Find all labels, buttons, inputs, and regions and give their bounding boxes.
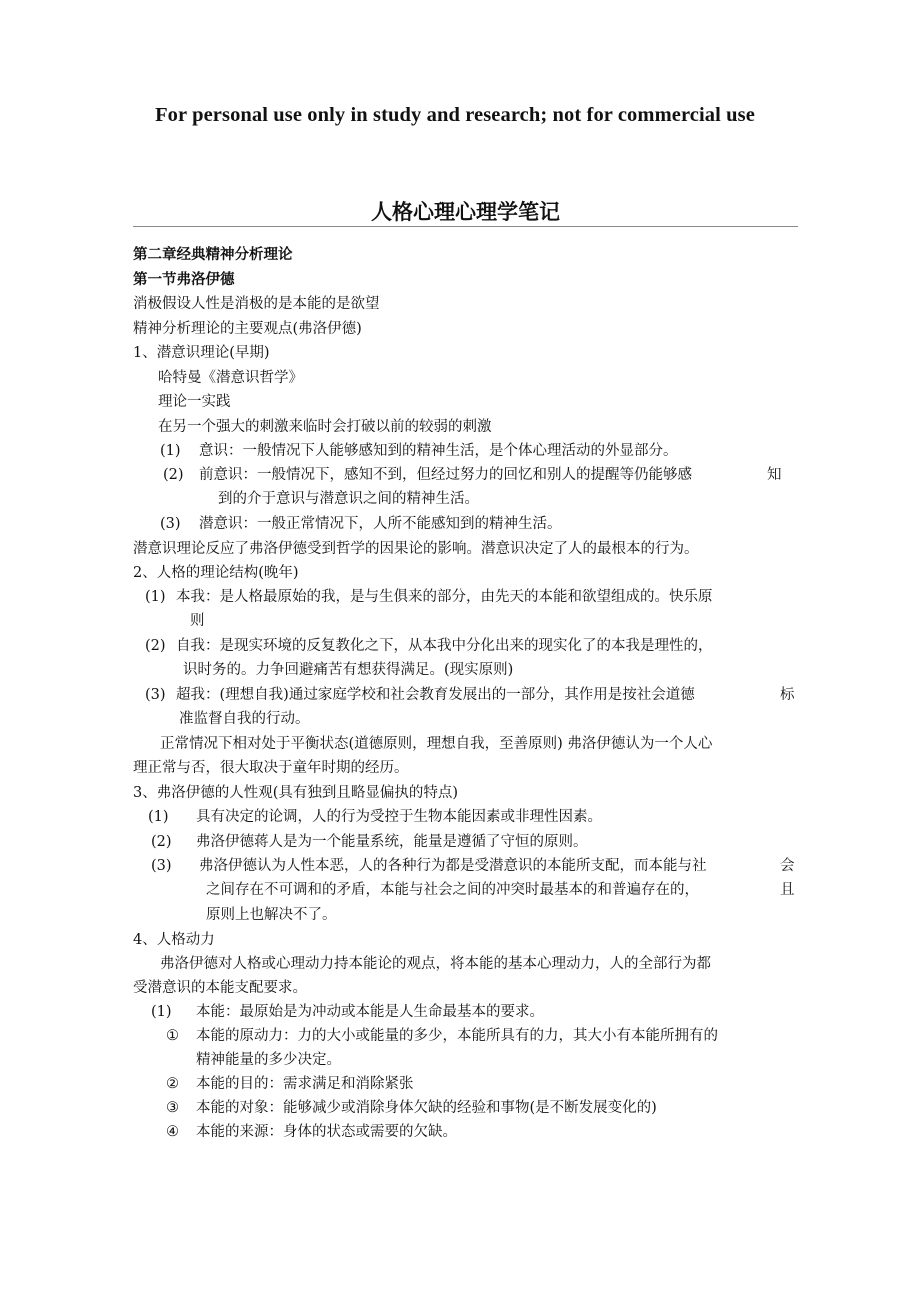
- list-item-text: 本能的原动力：力的大小或能量的多少，本能所具有的力，其大小有本能所拥有的: [196, 1028, 718, 1044]
- title-underline: [133, 226, 798, 227]
- paragraph-line: 在另一个强大的刺激来临时会打破以前的较弱的刺激: [158, 419, 492, 435]
- list-item-text: 标: [780, 687, 795, 703]
- list-item-text: 超我：(理想自我)通过家庭学校和社会教育发展出的一部分，其作用是按社会道德: [176, 687, 695, 703]
- chapter-heading: 第二章经典精神分析理论: [133, 247, 293, 263]
- list-item-text: 潜意识：一般正常情况下，人所不能感知到的精神生活。: [199, 516, 562, 532]
- list-number: (1): [151, 1004, 172, 1020]
- list-item-text: 原则上也解决不了。: [206, 907, 337, 923]
- paragraph-line: 正常情况下相对处于平衡状态(道德原则，理想自我，至善原则) 弗洛伊德认为一个人心: [160, 736, 713, 752]
- paragraph-line: 弗洛伊德对人格或心理动力持本能论的观点，将本能的基本心理动力，人的全部行为都: [160, 956, 711, 972]
- list-number: (2): [151, 834, 172, 850]
- circled-number: ④: [166, 1124, 179, 1140]
- list-item-text: 精神能量的多少决定。: [196, 1052, 341, 1068]
- list-number: (3): [160, 516, 181, 532]
- list-item-text: 知: [767, 467, 782, 483]
- paragraph-line: 潜意识理论反应了弗洛伊德受到哲学的因果论的影响。潜意识决定了人的最根本的行为。: [133, 541, 699, 557]
- paragraph-line: 消极假设人性是消极的是本能的是欲望: [133, 296, 380, 312]
- circled-number: ③: [166, 1100, 179, 1116]
- paragraph-line: 理论一实践: [158, 394, 231, 410]
- list-item-text: 会: [780, 858, 795, 874]
- list-item-text: 前意识：一般情况下，感知不到，但经过努力的回忆和别人的提醒等仍能够感: [199, 467, 692, 483]
- paragraph-line: 理正常与否，很大取决于童年时期的经历。: [133, 760, 409, 776]
- list-item-text: 本能的目的：需求满足和消除紧张: [196, 1076, 414, 1092]
- paragraph-line: 受潜意识的本能支配要求。: [133, 980, 307, 996]
- subsection-heading: 1、潜意识理论(早期): [133, 345, 270, 361]
- list-number: (1): [160, 443, 181, 459]
- list-item-text: 准监督自我的行动。: [179, 711, 310, 727]
- section-heading: 第一节弗洛伊德: [133, 272, 235, 288]
- list-number: (2): [145, 638, 166, 654]
- list-item-text: 意识：一般情况下人能够感知到的精神生活，是个体心理活动的外显部分。: [199, 443, 678, 459]
- paragraph-line: 精神分析理论的主要观点(弗洛伊德): [133, 321, 362, 337]
- list-number: (3): [145, 687, 166, 703]
- list-number: (1): [148, 809, 169, 825]
- list-item-text: 本能的来源：身体的状态或需要的欠缺。: [196, 1124, 457, 1140]
- subsection-heading: 3、弗洛伊德的人性观(具有独到且略显偏执的特点): [133, 785, 459, 801]
- circled-number: ②: [166, 1076, 179, 1092]
- paragraph-line: 哈特曼《潜意识哲学》: [158, 370, 303, 386]
- subsection-heading: 2、人格的理论结构(晚年): [133, 565, 299, 581]
- list-number: (1): [145, 589, 166, 605]
- list-item-text: 自我：是现实环境的反复教化之下，从本我中分化出来的现实化了的本我是理性的，: [176, 638, 713, 654]
- circled-number: ①: [166, 1028, 179, 1044]
- list-item-text: 则: [190, 613, 205, 629]
- subsection-heading: 4、人格动力: [133, 932, 215, 948]
- list-item-text: 且: [780, 882, 795, 898]
- document-title: 人格心理心理学笔记: [371, 200, 560, 224]
- list-number: (3): [151, 858, 172, 874]
- list-item-text: 识时务的。力争回避痛苦有想获得满足。(现实原则): [183, 662, 514, 678]
- list-item-text: 本我：是人格最原始的我，是与生俱来的部分，由先天的本能和欲望组成的。快乐原: [176, 589, 713, 605]
- list-item-text: 本能：最原始是为冲动或本能是人生命最基本的要求。: [196, 1004, 544, 1020]
- list-item-text: 本能的对象：能够减少或消除身体欠缺的经验和事物(是不断发展变化的): [196, 1100, 657, 1116]
- list-number: (2): [163, 467, 184, 483]
- list-item-text: 弗洛伊德蒋人是为一个能量系统，能量是遵循了守恒的原则。: [196, 834, 588, 850]
- disclaimer-text: For personal use only in study and research; not for commercial use: [155, 104, 755, 126]
- list-item-text: 之间存在不可调和的矛盾，本能与社会之间的冲突时最基本的和普遍存在的，: [206, 882, 699, 898]
- list-item-text: 具有决定的论调，人的行为受控于生物本能因素或非理性因素。: [196, 809, 602, 825]
- list-item-text: 弗洛伊德认为人性本恶，人的各种行为都是受潜意识的本能所支配，而本能与社: [199, 858, 707, 874]
- list-item-text: 到的介于意识与潜意识之间的精神生活。: [218, 491, 479, 507]
